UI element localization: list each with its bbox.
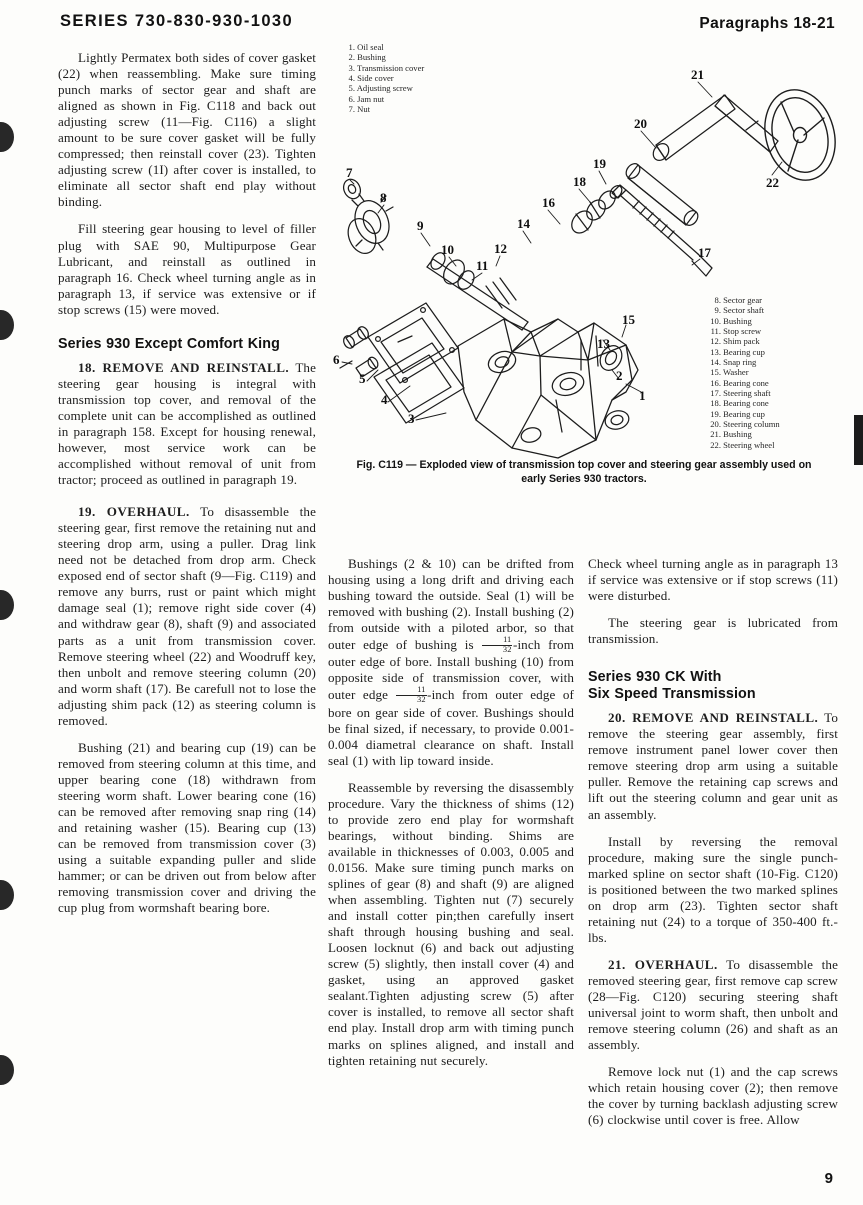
legend-item bbox=[706, 378, 780, 388]
callout-11: 11 bbox=[476, 258, 489, 273]
legend-label: Sector shaft bbox=[723, 305, 764, 316]
legend-label: Sector gear bbox=[723, 295, 763, 305]
legend-item bbox=[706, 336, 780, 346]
legend-label: Oil seal bbox=[357, 42, 384, 52]
page-header bbox=[60, 12, 835, 42]
series-title: SERIES 730-830-930-1030 bbox=[60, 12, 294, 30]
legend-item bbox=[340, 42, 424, 52]
callout-3: 3 bbox=[408, 411, 415, 426]
legend-item bbox=[706, 357, 780, 367]
legend-number: 18. bbox=[710, 398, 721, 409]
legend-label: Transmission cover bbox=[357, 62, 425, 73]
callout-9: 9 bbox=[417, 218, 424, 233]
fraction-eleven-thirtyseconds-2 bbox=[396, 686, 427, 704]
callout-12: 12 bbox=[494, 241, 507, 256]
fraction-denominator: 32 bbox=[502, 644, 512, 654]
legend-number: 11. bbox=[710, 326, 721, 337]
binding-hole-mark bbox=[0, 880, 14, 910]
legend-number: 12. bbox=[710, 336, 721, 347]
legend-item bbox=[340, 104, 424, 114]
legend-number: 16. bbox=[710, 377, 721, 388]
legend-label: Bushing bbox=[723, 429, 752, 440]
legend-item bbox=[706, 440, 780, 450]
paragraph-19-lead: 19. OVERHAUL. bbox=[78, 504, 190, 520]
legend-label: Bushing bbox=[357, 52, 386, 63]
callout-19: 19 bbox=[593, 156, 606, 171]
side-cover-part bbox=[368, 303, 458, 383]
legend-number: 14. bbox=[710, 357, 721, 368]
callout-10: 10 bbox=[441, 242, 454, 257]
legend-label: Side cover bbox=[357, 73, 394, 84]
figure-caption-line-2: early Series 930 tractors. bbox=[521, 473, 647, 485]
callout-17: 17 bbox=[698, 245, 711, 260]
legend-item bbox=[706, 409, 780, 419]
legend-item bbox=[340, 63, 424, 73]
legend-item bbox=[706, 295, 780, 305]
cover-gasket-part bbox=[374, 343, 464, 423]
paragraph-right-1: Check wheel turning angle as in paragraph 13 if service was extensive or if stop screws (11) were disturbed. bbox=[588, 556, 838, 604]
legend-number: 4. bbox=[348, 73, 355, 84]
paragraph-18-body: The steering gear housing is integral with transmission top cover, and removal of the complete unit can be accomplished as outlined in paragraph 158. Except for housing renewal, however, most service work can be accomplished without removal of unit from tractor; proceed as outlined in paragraph 19. bbox=[58, 359, 316, 488]
transmission-cover-part bbox=[458, 319, 638, 458]
paragraph-20-remove-reinstall bbox=[588, 710, 838, 822]
binding-hole-mark bbox=[0, 122, 14, 152]
legend-label: Bushing bbox=[723, 315, 752, 326]
legend-label: Steering shaft bbox=[723, 388, 771, 399]
callout-7: 7 bbox=[346, 165, 353, 180]
paragraph-mid-1c: -inch from outer edge of bore on gear side of cover. Bushings should be final sized, if necessary, to provide 0.001-0.004 diametral clearance on shaft. Install seal (1) with lip toward inside. bbox=[328, 687, 574, 768]
paragraph-18-remove-reinstall bbox=[58, 360, 316, 488]
section-heading-line-2: Six Speed Transmission bbox=[588, 686, 756, 703]
paragraph-left-1: Lightly Permatex both sides of cover gasket (22) when reassembling. Make sure timing punch marks of sector gear and shaft are aligned as shown in Fig. C118 and back out adjusting screw (11—Fig. C116) a slight amount to be sure cover gasket will be fully compressed; then reinstall cover (23). Tighten adjusting screw (1I) after cover is installed, to eliminate all sector shaft end play without binding. bbox=[58, 50, 316, 210]
callout-16: 16 bbox=[542, 195, 555, 210]
legend-number: 8. bbox=[714, 295, 721, 305]
legend-item bbox=[706, 388, 780, 398]
paragraph-20-lead: 20. REMOVE AND REINSTALL. bbox=[608, 710, 819, 726]
paragraph-right-6: Remove lock nut (1) and the cap screws which retain housing cover (2); then remove the cover by turning backlash adjusting screw (6) clockwise until cover is free. Allow bbox=[588, 1064, 838, 1128]
callout-5: 5 bbox=[359, 371, 366, 386]
legend-label: Nut bbox=[357, 104, 371, 115]
legend-label: Steering wheel bbox=[723, 439, 775, 450]
callout-22: 22 bbox=[766, 175, 779, 190]
paragraph-mid-2: Reassemble by reversing the disassembly procedure. Vary the thickness of shims (12) to provide zero end play for wormshaft bearings, without binding. Shims are available in thicknesses of 0.003, 0.005 and 0.0156. Make sure timing punch marks on splines of gear (8) and shaft (9) are aligned when assembling. Tighten nut (7) securely and install cotter pin;then carefully insert shaft through housing bushing and seal. Loosen locknut (6) and back out adjusting screw (5) slightly, then install cover (4) and gasket, using an approved gasket sealant.Tighten adjusting screw (5) after cover is installed, to remove all sector shaft end play. Install drop arm with timing punch marks on splines aligned, and install and tighten retaining nut securely. bbox=[328, 779, 574, 1068]
paragraph-left-5: Bushing (21) and bearing cup (19) can be removed from steering column at this time, and upper bearing cone (18) withdrawn from steering worm shaft. Lower bearing cone (16) can be removed after removing snap ring (14) and retaining washer (15). Bearing cup (13) can be removed from transmission cover (3) using a suitable expanding puller and slide hammer; or can be driven out from below after removing transmission cover and driving the cup plug from wormshaft bearing bore. bbox=[58, 739, 316, 916]
paragraph-20-body: To remove the steering gear assembly, first remove instrument panel lower cover then remove steering drop arm using a suitable puller. Remove the retaining cap screws and lift out the steering column and gear unit as an assembly. bbox=[588, 710, 838, 822]
callout-8: 8 bbox=[380, 190, 387, 205]
legend-label: Stop screw bbox=[723, 326, 762, 337]
legend-number: 10. bbox=[710, 315, 721, 326]
legend-number: 13. bbox=[710, 346, 721, 357]
callout-18: 18 bbox=[573, 174, 586, 189]
body-column-right bbox=[588, 556, 838, 1128]
legend-item bbox=[706, 419, 780, 429]
legend-number: 19. bbox=[710, 408, 721, 419]
callout-13: 13 bbox=[597, 336, 610, 351]
section-heading-line-1: Series 930 CK With bbox=[588, 669, 722, 686]
paragraph-right-2: The steering gear is lubricated from transmission. bbox=[588, 615, 838, 647]
legend-label: Bearing cup bbox=[723, 408, 765, 419]
paragraph-21-body: To disassemble the removed steering gear, first remove cap screw (28—Fig. C120) securing steering shaft universal joint to worm shaft, then unbolt and remove steering column (26) and shaft as an assembly. bbox=[588, 956, 838, 1053]
figure-caption bbox=[326, 458, 842, 486]
paragraph-mid-1a: Bushings (2 & 10) can be drifted from housing using a long drift and driving each bushing toward the outside. Seal (1) will be removed with bushing (2). Install bushing (2) from outside with a piloted arbor, so that outer edge of bushing is bbox=[328, 556, 574, 653]
legend-label: Jam nut bbox=[357, 93, 385, 104]
fraction-denominator: 32 bbox=[417, 695, 426, 705]
legend-number: 3. bbox=[348, 62, 355, 73]
section-heading-930-ck bbox=[588, 669, 838, 703]
legend-label: Washer bbox=[723, 367, 749, 378]
bearing-parts bbox=[568, 183, 625, 237]
legend-item bbox=[706, 367, 780, 377]
legend-item bbox=[340, 94, 424, 104]
steering-column-part bbox=[650, 95, 778, 163]
legend-item bbox=[706, 347, 780, 357]
worm-shaft-part bbox=[612, 185, 712, 276]
legend-item bbox=[706, 316, 780, 326]
legend-label: Adjusting screw bbox=[356, 83, 413, 94]
paragraphs-range: Paragraphs 18-21 bbox=[699, 15, 835, 32]
callout-6: 6 bbox=[333, 352, 340, 367]
section-heading-930-except-ck: Series 930 Except Comfort King bbox=[58, 335, 280, 352]
paragraph-mid-1 bbox=[328, 556, 574, 769]
legend-item bbox=[706, 326, 780, 336]
column-tube-part bbox=[623, 161, 700, 228]
legend-label: Bearing cone bbox=[723, 377, 769, 388]
callout-1: 1 bbox=[639, 388, 646, 403]
legend-number: 1. bbox=[348, 42, 355, 52]
paragraph-21-overhaul bbox=[588, 957, 838, 1053]
legend-item bbox=[340, 73, 424, 83]
paragraph-19-overhaul bbox=[58, 504, 316, 729]
paragraph-left-2: Fill steering gear housing to level of filler plug with SAE 90, Multipurpose Gear Lubricant, and reinstall as outlined in paragraph 16. Check wheel turning angle as in paragraph 13, if service was extensive or if stop screws (15) were moved. bbox=[58, 221, 316, 317]
figure-caption-line-1: Fig. C119 — Exploded view of transmission top cover and steering gear assembly used on bbox=[356, 459, 812, 471]
body-column-middle bbox=[328, 556, 574, 1069]
legend-label: Snap ring bbox=[723, 357, 757, 368]
legend-number: 22. bbox=[710, 439, 721, 450]
legend-item bbox=[706, 305, 780, 315]
binding-hole-mark bbox=[0, 1055, 14, 1085]
small-fasteners-part bbox=[340, 177, 370, 368]
legend-number: 9. bbox=[714, 305, 721, 316]
legend-number: 17. bbox=[710, 388, 721, 399]
sector-gear-part bbox=[343, 194, 395, 258]
legend-number: 2. bbox=[348, 52, 355, 63]
legend-item bbox=[340, 52, 424, 62]
legend-number: 15. bbox=[710, 367, 721, 378]
legend-number: 7. bbox=[348, 104, 355, 115]
callout-21: 21 bbox=[691, 67, 704, 82]
body-column-left bbox=[58, 50, 316, 916]
paragraph-18-lead: 18. REMOVE AND REINSTALL. bbox=[78, 359, 290, 375]
legend-number: 21. bbox=[710, 429, 721, 440]
legend-item bbox=[706, 398, 780, 408]
paragraph-19-body: To disassemble the steering gear, first remove the retaining nut and steering drop arm, using a puller. Drag link need not be detached from drop arm. Check exposed end of sector shaft (9—Fig. C119) and remove any burrs, rust or paint which might damage seal (1); remove right side cover (4) and withdraw gear (8), shaft (9) and associated parts as a unit from transmission cover. Remove steering wheel (22) and Woodruff key, then unbolt and remove steering column (20) and worm shaft (17). Be carefull not to lose the adjusting shim pack (12) as steering column is removed. bbox=[58, 504, 316, 728]
callout-2: 2 bbox=[616, 368, 623, 383]
legend-number: 6. bbox=[348, 93, 355, 104]
fraction-eleven-thirtyseconds bbox=[482, 636, 513, 654]
legend-label: Bearing cone bbox=[723, 398, 769, 409]
legend-label: Bearing cup bbox=[723, 346, 765, 357]
legend-number: 5. bbox=[348, 83, 355, 94]
page-number: 9 bbox=[824, 1170, 833, 1187]
legend-item bbox=[706, 429, 780, 439]
figure-legend-top bbox=[340, 42, 424, 114]
paragraph-mid-1b: -inch from outer edge of bore. Install bushing (10) from opposite side of transmission cover, with outer edge bbox=[328, 637, 574, 703]
page-edge-tab bbox=[854, 415, 863, 465]
steering-wheel-part bbox=[755, 81, 838, 188]
callout-14: 14 bbox=[517, 216, 530, 231]
paragraph-21-lead: 21. OVERHAUL. bbox=[608, 956, 718, 972]
figure-c119 bbox=[326, 40, 838, 495]
fraction-numerator: 11 bbox=[482, 636, 513, 646]
fraction-numerator: 11 bbox=[396, 686, 427, 696]
binding-hole-mark bbox=[0, 590, 14, 620]
legend-label: Steering column bbox=[723, 419, 780, 430]
paragraph-right-4: Install by reversing the removal procedure, making sure the single punch-marked spline on sector shaft (10-Fig. C120) is positioned between the two marked splines on drop arm (23). Tighten sector shaft retaining nut (24) to a torque of 350-400 ft.-lbs. bbox=[588, 833, 838, 945]
legend-number: 20. bbox=[710, 419, 721, 430]
legend-label: Shim pack bbox=[723, 336, 760, 347]
callout-15: 15 bbox=[622, 312, 635, 327]
callout-4: 4 bbox=[381, 392, 388, 407]
figure-legend-side bbox=[706, 295, 780, 450]
legend-item bbox=[340, 83, 424, 93]
binding-hole-mark bbox=[0, 310, 14, 340]
callout-20: 20 bbox=[634, 116, 647, 131]
